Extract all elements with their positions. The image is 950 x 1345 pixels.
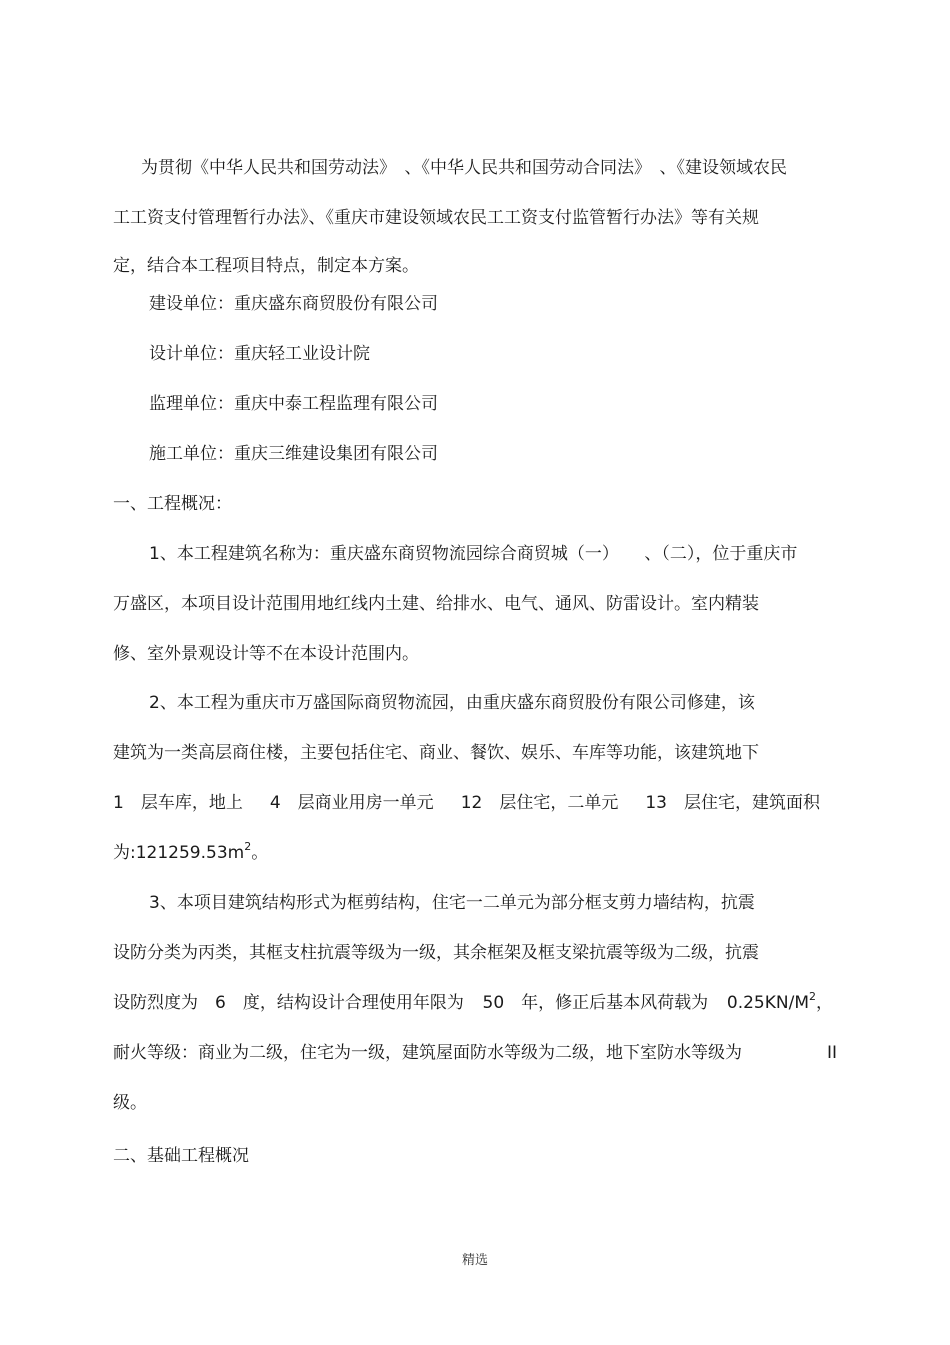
p1-line-1: 1、本工程建筑名称为：重庆盛东商贸物流园综合商贸城（一） 、（二），位于重庆市 <box>149 544 798 564</box>
p2-line-3-part: 1 层车库，地上 <box>113 793 243 813</box>
p2-line-3 <box>113 793 820 813</box>
unit-supervision <box>149 394 438 414</box>
unit-contractor <box>149 444 438 464</box>
section-2-heading: 二、基础工程概况 <box>113 1146 249 1166</box>
p3-line-4 <box>113 1043 837 1063</box>
p2-line-1: 2、本工程为重庆市万盛国际商贸物流园，由重庆盛东商贸股份有限公司修建，该 <box>149 693 755 713</box>
unit-design <box>149 344 370 364</box>
wind-load-superscript: 2 <box>809 990 816 1003</box>
unit-value: 重庆中泰工程监理有限公司 <box>234 394 438 414</box>
p3-line-5: 级。 <box>113 1093 147 1113</box>
section-1-heading: 一、工程概况： <box>113 494 232 514</box>
unit-value: 重庆盛东商贸股份有限公司 <box>234 294 438 314</box>
p1-line-3: 修、室外景观设计等不在本设计范围内。 <box>113 644 419 664</box>
p3-line-3-part: 设防烈度为 6 度，结构设计合理使用年限为 <box>113 993 464 1013</box>
area-end: 。 <box>251 843 269 863</box>
unit-construction <box>149 294 438 314</box>
p2-line-3-part: 12 层住宅，二单元 <box>460 793 619 813</box>
unit-label: 监理单位： <box>149 394 234 414</box>
area-value: 为:121259.53m <box>113 843 245 863</box>
p3-line-4-part: 耐火等级：商业为二级，住宅为一级，建筑屋面防水等级为二级，地下室防水等级为 <box>113 1043 742 1063</box>
wind-load-value: 0.25KN/M <box>726 993 809 1013</box>
p1-line-2: 万盛区，本项目设计范围用地红线内土建、给排水、电气、通风、防雷设计。室内精装 <box>113 594 759 614</box>
p2-line-3-part: 4 层商业用房一单元 <box>269 793 434 813</box>
p3-line-3 <box>113 990 833 1013</box>
p3-line-3-part <box>726 990 833 1013</box>
p2-line-4 <box>113 840 269 863</box>
unit-label: 建设单位： <box>149 294 234 314</box>
p3-line-4-part: II <box>826 1043 837 1063</box>
p3-line-2: 设防分类为丙类，其框支柱抗震等级为一级，其余框架及框支梁抗震等级为二级，抗震 <box>113 943 759 963</box>
unit-label: 设计单位： <box>149 344 234 364</box>
unit-value: 重庆三维建设集团有限公司 <box>234 444 438 464</box>
p2-line-2: 建筑为一类高层商住楼，主要包括住宅、商业、餐饮、娱乐、车库等功能，该建筑地下 <box>113 743 759 763</box>
p2-line-3-part: 13 层住宅，建筑面积 <box>645 793 820 813</box>
page-footer: 精选 <box>461 1253 488 1268</box>
p3-line-3-part: 50 年，修正后基本风荷载为 <box>482 993 709 1013</box>
unit-value: 重庆轻工业设计院 <box>234 344 370 364</box>
intro-line-1: 为贯彻《中华人民共和国劳动法》 、《中华人民共和国劳动合同法》 、《建设领域农民 <box>141 158 787 178</box>
unit-label: 施工单位： <box>149 444 234 464</box>
wind-load-end: ， <box>816 993 833 1013</box>
p3-line-1: 3、本项目建筑结构形式为框剪结构，住宅一二单元为部分框支剪力墙结构，抗震 <box>149 893 755 913</box>
area-unit-superscript: 2 <box>244 840 252 853</box>
intro-line-3: 定，结合本工程项目特点，制定本方案。 <box>113 256 419 276</box>
intro-line-2: 工工资支付管理暂行办法》、《重庆市建设领域农民工工资支付监管暂行办法》等有关规 <box>113 208 759 228</box>
